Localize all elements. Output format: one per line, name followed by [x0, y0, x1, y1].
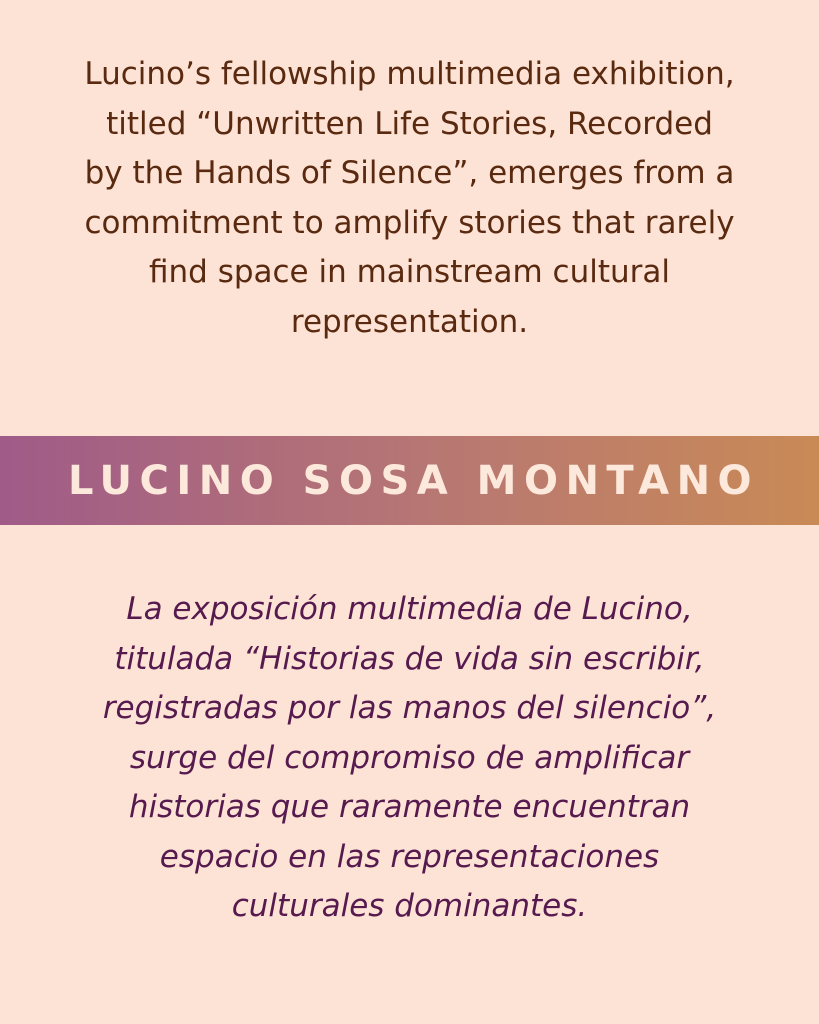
english-description: Lucino’s fellowship multimedia exhibition, titled “Unwritten Life Stories, Recorded by the Hands of Silence”, emerges from a commitment to amplify stories that rarely find space in mainstream cultural representation. — [84, 56, 735, 340]
artist-name: LUCINO SOSA MONTANO — [67, 457, 760, 504]
artist-name-banner — [0, 436, 819, 525]
spanish-description: La exposición multimedia de Lucino, titulada “Historias de vida sin escribir, registradas por las manos del silencio”, surge del compromiso de amplificar historias que raramente encuentran espacio en las representaciones culturales dominantes. — [102, 591, 717, 924]
